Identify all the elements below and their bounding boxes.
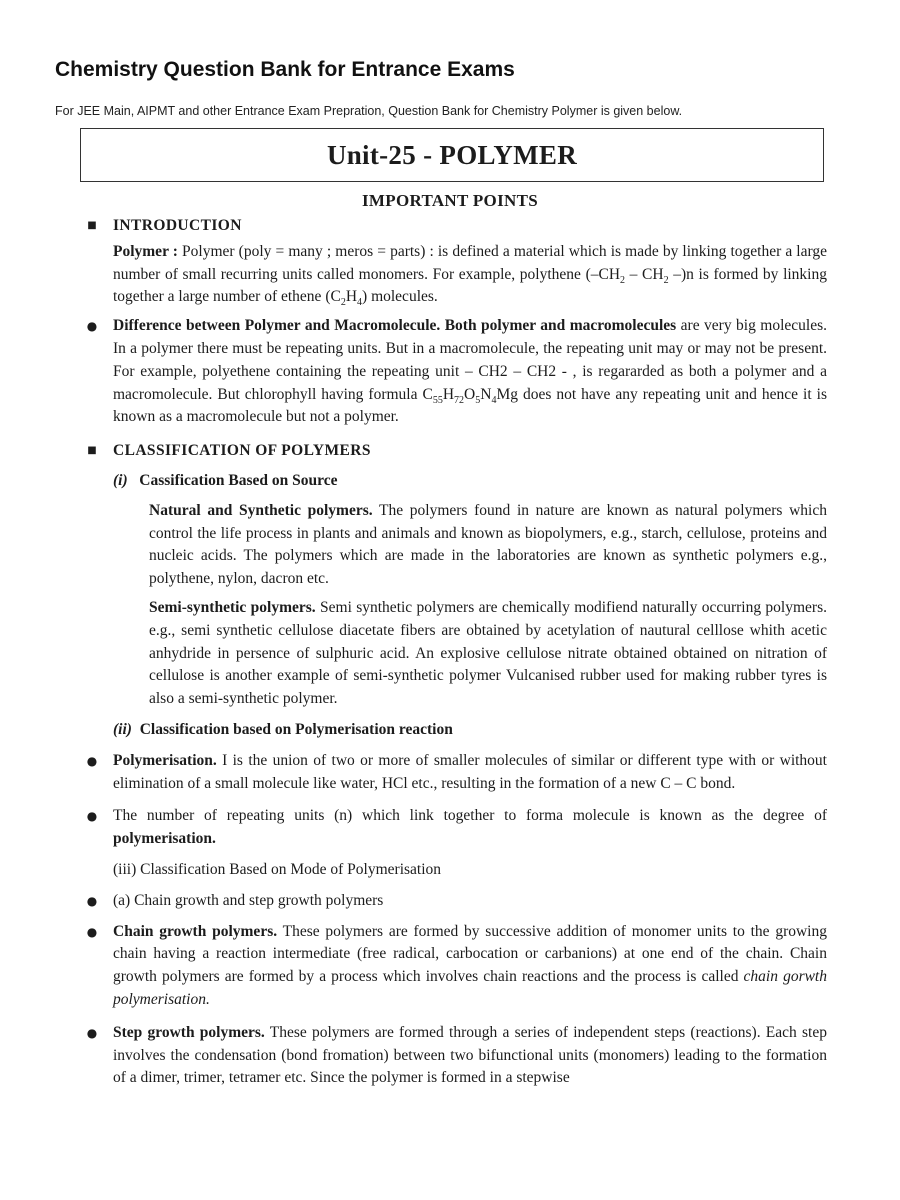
polymer-text-2: – CH — [625, 265, 664, 283]
chain-growth-paragraph — [82, 921, 827, 1012]
class-ii-title: Classification based on Polymerisation reaction — [139, 720, 453, 738]
intro-title: INTRODUCTION — [113, 217, 242, 234]
sub-4: 4 — [357, 297, 363, 309]
classification-i-heading — [82, 470, 827, 493]
round-bullet-icon: ● — [86, 809, 98, 824]
round-bullet-icon: ● — [86, 1025, 98, 1040]
polymer-label: Polymer : — [113, 242, 178, 260]
classification-title: CLASSIFICATION OF POLYMERS — [113, 442, 371, 460]
degree-text: The number of repeating units (n) which link together to forma molecule is known as the degree of — [113, 807, 827, 825]
document-body — [82, 215, 827, 1090]
formula-o: O — [464, 385, 476, 403]
polymer-text-5: ) molecules. — [362, 288, 438, 306]
difference-text-2: Mg does not have any repeating unit and hence it is known as a macromolecule but not a polymer. — [113, 385, 827, 426]
round-bullet-icon: ● — [86, 924, 98, 939]
square-bullet-icon: ■ — [87, 220, 97, 231]
difference-paragraph — [82, 315, 827, 429]
step-text: These polymers are formed through a series of independent steps (reactions). Each step involves the condensation (bond fromation) between two bifunctional units (monomers) leading to the formation of a dimer, trimer, tetramer etc. Since the polymer is formed in a stepwise — [113, 1023, 827, 1087]
formula-n: N — [480, 385, 492, 403]
semi-label: Semi-synthetic polymers. — [149, 598, 316, 616]
semi-synthetic-paragraph — [82, 597, 827, 711]
sub-2c: 2 — [340, 297, 346, 309]
polymerisation-text: I is the union of two or more of smaller molecules of similar or different type with or without elimination of a small molecule like water, HCl etc., resulting in the formation of a new C – C bond. — [113, 751, 827, 792]
chain-step-item — [82, 890, 827, 913]
classification-heading — [82, 440, 827, 463]
unit-title: Unit-25 - POLYMER — [326, 139, 578, 170]
natural-label: Natural and Synthetic polymers. — [149, 501, 373, 519]
natural-synthetic-paragraph — [82, 500, 827, 591]
class-ii-number: (ii) — [113, 720, 132, 738]
formula-h: H — [442, 385, 455, 403]
degree-bold: polymerisation. — [113, 830, 216, 848]
round-bullet-icon: ● — [86, 319, 98, 334]
sub-2b: 2 — [663, 274, 669, 286]
intro-line: For JEE Main, AIPMT and other Entrance Exam Prepration, Question Bank for Chemistry Polymer is given below. — [55, 104, 683, 118]
natural-text: The polymers found in nature are known as natural polymers which control the life process in plants and animals and known as biopolymers, e.g., starch, cellulose, proteins and nucleic acids. The polymers which are made in the laboratories are known as synthetic polymers e.g., polythene, nylon, dacron etc. — [149, 501, 827, 588]
sub-55: 55 — [432, 394, 443, 406]
round-bullet-icon: ● — [86, 753, 98, 768]
polymerisation-paragraph — [82, 750, 827, 796]
chain-text: These polymers are formed by successive addition of monomer units to the growing chain having a reaction intermediate (free radical, carbocation or carbanions) at one end of the chain. Chain growth polymers are formed by a process which involves chain reactions and the process is called — [113, 922, 827, 986]
class-i-number: (i) — [113, 471, 128, 489]
difference-text-1: are very big molecules. In a polymer there must be repeating units. But in a macromolecule, the repeating unit may or may not be present. For example, polyethene containing the repeating unit – CH2 – CH2 - , is regararded as both a polymer and a macromolecule. But chlorophyll having formula C — [113, 317, 828, 403]
chain-step-text: (a) Chain growth and step growth polymers — [113, 891, 384, 909]
polymer-definition — [82, 241, 827, 309]
page-title: Chemistry Question Bank for Entrance Exams — [55, 58, 515, 81]
sub-4n: 4 — [491, 394, 497, 406]
polymer-text-4: H — [345, 288, 358, 306]
unit-title-box — [80, 128, 824, 182]
round-bullet-icon: ● — [86, 893, 98, 908]
sub-5: 5 — [475, 394, 481, 406]
difference-label: Difference between Polymer and Macromolecule. Both polymer and macromolecules — [113, 317, 677, 335]
chain-label: Chain growth polymers. — [113, 922, 278, 940]
intro-section-heading — [82, 215, 827, 238]
square-bullet-icon: ■ — [87, 445, 97, 457]
class-iii-text: (iii) Classification Based on Mode of Polymerisation — [113, 860, 442, 878]
polymer-text-1: Polymer (poly = many ; meros = parts) : is defined a material which is made by linking together a large number of small recurring units called monomers. For example, polythene (–CH — [113, 242, 828, 283]
class-i-title: Cassification Based on Source — [139, 471, 338, 489]
step-label: Step growth polymers. — [113, 1023, 265, 1041]
classification-ii-heading — [82, 719, 827, 742]
sub-72: 72 — [454, 394, 465, 406]
polymer-text-3: –)n is formed by linking together a large number of ethene (C — [113, 265, 827, 306]
semi-text: Semi synthetic polymers are chemically modifiend naturally occurring polymers. e.g., semi synthetic cellulose diacetate fibers are obtained by acetylation of nautural celllose whith acetic anhydride in persence of sulphuric acid. An explosive cellulose nitrate obtained obtained on nitration of cellulose is another example of semi-synthetic polymer Vulcanised rubber used for making rubber tyres is also a semi-synthetic polymer. — [149, 598, 827, 708]
degree-paragraph — [82, 805, 827, 851]
chain-italic: chain gorwth polymerisation. — [113, 968, 827, 1008]
sub-2a: 2 — [620, 274, 626, 286]
step-growth-paragraph — [82, 1022, 827, 1090]
important-points-heading: IMPORTANT POINTS — [362, 191, 538, 210]
classification-iii-heading — [82, 859, 827, 882]
polymerisation-label: Polymerisation. — [113, 751, 217, 769]
